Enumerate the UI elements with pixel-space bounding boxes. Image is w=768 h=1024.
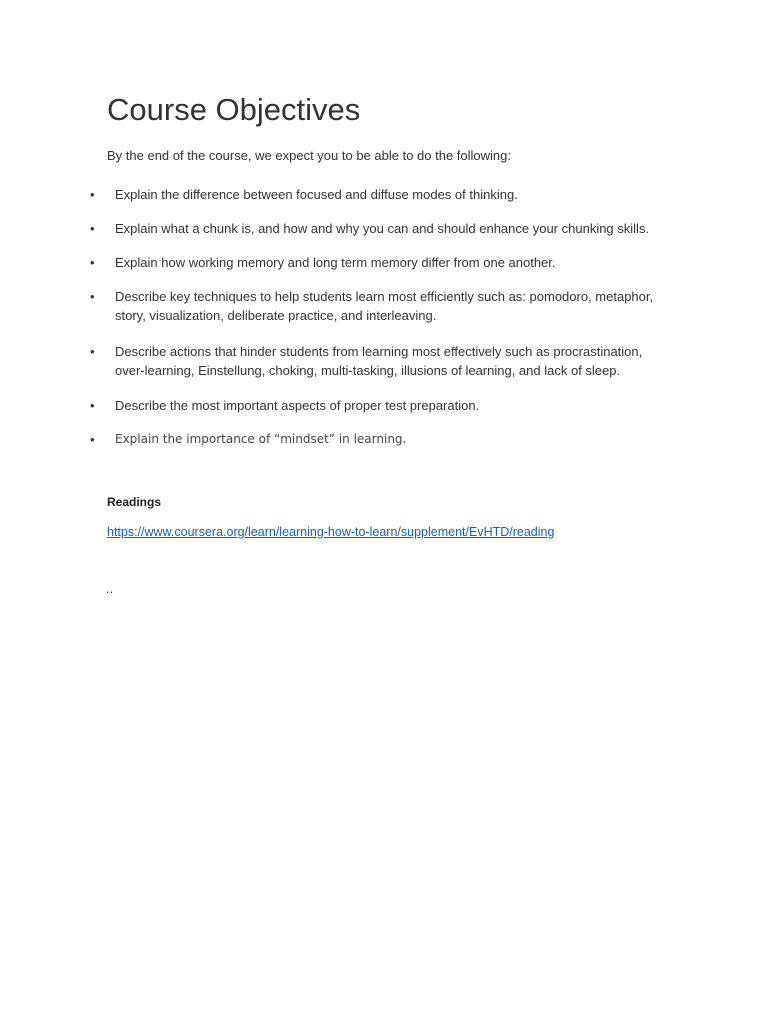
objective-text: Explain what a chunk is, and how and why you can and should enhance your chunking skills. (115, 221, 650, 236)
page-title: Course Objectives (107, 92, 361, 127)
intro-paragraph: By the end of the course, we expect you to be able to do the following: (107, 148, 511, 163)
bullet-icon: • (90, 398, 95, 413)
bullet-icon: • (90, 344, 95, 359)
bullet-icon: • (90, 187, 95, 202)
objective-text: Describe key techniques to help students learn most efficiently such as: pomodoro, metaphor, story, visualization, deliberate practice, and interleaving. (115, 289, 654, 323)
objective-text: Explain the importance of “mindset” in learning. (115, 432, 407, 446)
objective-text: Describe actions that hinder students from learning most effectively such as procrastination, over-learning, Einstellung, choking, multi-tasking, illusions of learning, and lack of sleep. (115, 344, 643, 378)
bullet-icon: • (90, 289, 95, 304)
objective-text: Explain the difference between focused and diffuse modes of thinking. (115, 187, 518, 202)
bullet-icon: • (90, 255, 95, 270)
bullet-icon: • (90, 221, 95, 236)
bullet-icon: • (90, 432, 95, 447)
readings-heading: Readings (107, 495, 162, 509)
readings-link[interactable]: https://www.coursera.org/learn/learning-how-to-learn/supplement/EvHTD/reading (107, 525, 555, 539)
trailing-text: .. (106, 581, 114, 596)
objective-text: Describe the most important aspects of proper test preparation. (115, 398, 480, 413)
objective-text: Explain how working memory and long term memory differ from one another. (115, 255, 556, 270)
